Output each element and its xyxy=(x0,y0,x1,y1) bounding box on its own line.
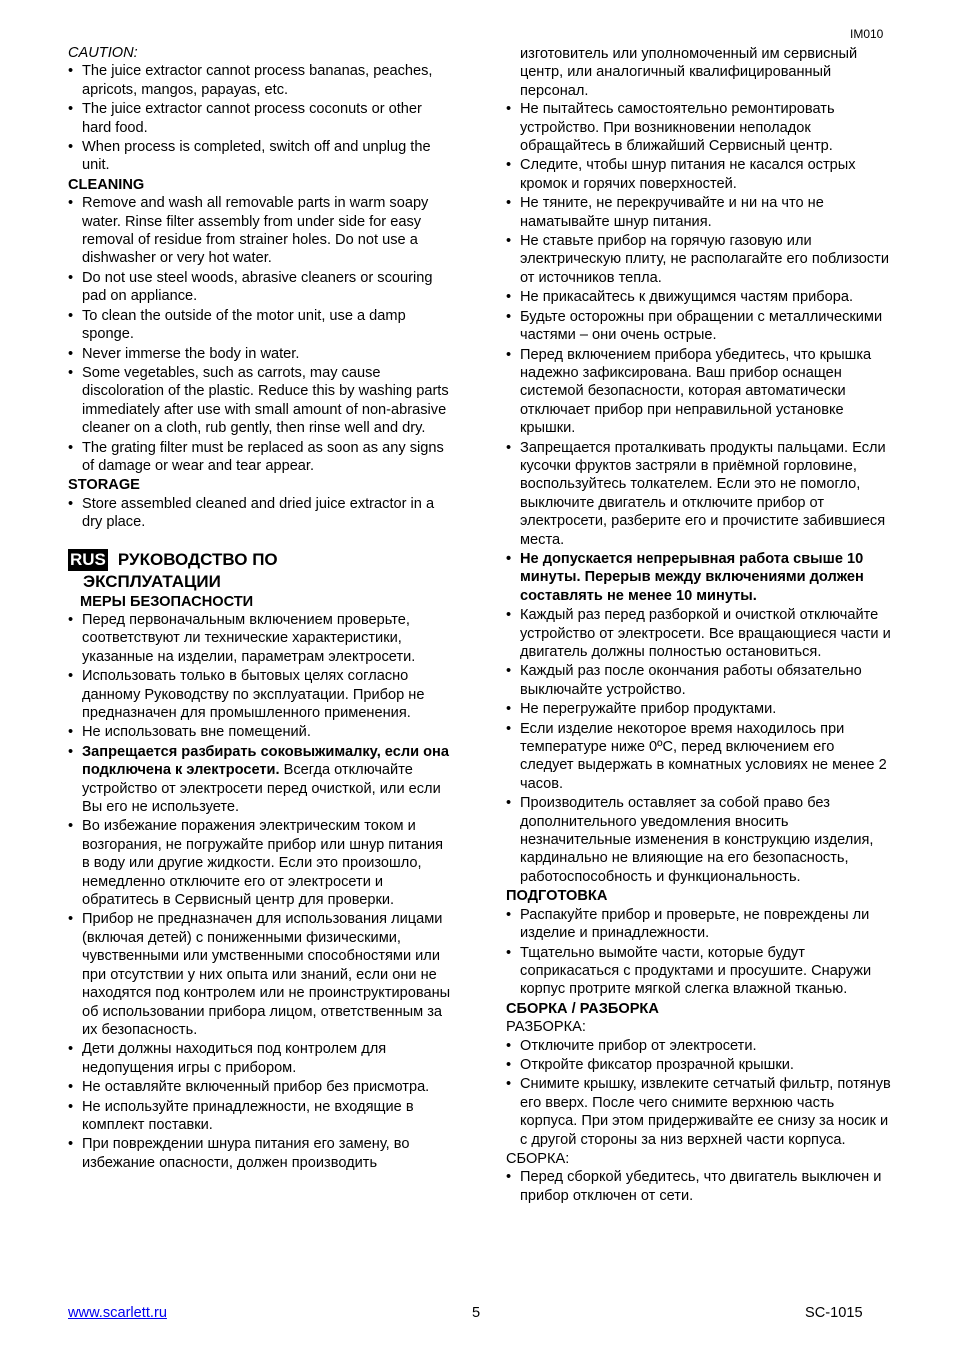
list-item: • Снимите крышку, извлеките сетчатый фильтр, потянув его вверх. После чего снимите верхнюю часть корпуса. При этом придерживайте ее снизу за носик и с другой стороны за низ верхней части корпуса. xyxy=(506,1075,891,1149)
document-code: IM010 xyxy=(850,27,884,41)
preparation-list xyxy=(506,906,891,999)
safety-list xyxy=(68,611,453,1172)
model-number: SC-1015 xyxy=(805,1305,863,1321)
bold-warning: Запрещается разбирать соковыжималку, если она подключена к электросети. xyxy=(82,743,449,779)
list-item: • Remove and wash all removable parts in warm soapy water. Rinse filter assembly from under side for easy removal of residue from strainer holes. Do not use a dishwasher or very hot water. xyxy=(68,194,453,268)
list-item: • Запрещается проталкивать продукты пальцами. Если кусочки фруктов застряли в приёмной горловине, воспользуйтесь толкателем. Если это не помогло, выключите двигатель и отключите прибор от электросети, разберите его и прочистите забившиеся места. xyxy=(506,439,891,549)
caution-title: CAUTION: xyxy=(68,45,138,61)
list-item: • Перед включением прибора убедитесь, что крышка надежно зафиксирована. Ваш прибор оснащен системой безопасности, которая автоматически отключает прибор при неправильной установке крышки. xyxy=(506,346,891,438)
list-item: • Store assembled cleaned and dried juice extractor in a dry place. xyxy=(68,495,453,532)
cleaning-list xyxy=(68,194,453,475)
list-item: • Каждый раз после окончания работы обязательно выключайте устройство. xyxy=(506,662,891,699)
list-item: • Не использовать вне помещений. xyxy=(68,723,453,741)
caution-list xyxy=(68,62,453,174)
left-column xyxy=(68,44,453,1173)
list-item: • Дети должны находиться под контролем для недопущения игры с прибором. xyxy=(68,1040,453,1077)
list-item: • Производитель оставляет за собой право без дополнительного уведомления вносить незначительные изменения в конструкцию изделия, кардинально не влияющие на его безопасность, работоспособность и функциональность. xyxy=(506,794,891,886)
cleaning-title: CLEANING xyxy=(68,176,145,193)
storage-list xyxy=(68,495,453,532)
list-item: • Не ставьте прибор на горячую газовую или электрическую плиту, не располагайте его поблизости от источников тепла. xyxy=(506,232,891,287)
list-item: • Не оставляйте включенный прибор без присмотра. xyxy=(68,1078,453,1096)
list-item: • Some vegetables, such as carrots, may cause discoloration of the plastic. Reduce this by washing parts immediately after use with small amount of non-abrasive cleaner on a cloth, rub gently, then rinse well and dry. xyxy=(68,364,453,438)
list-item: • Не перегружайте прибор продуктами. xyxy=(506,700,891,718)
list-item: • The juice extractor cannot process bananas, peaches, apricots, mangos, papayas, etc. xyxy=(68,62,453,99)
language-badge: RUS xyxy=(70,549,106,569)
list-item: • The juice extractor cannot process coconuts or other hard food. xyxy=(68,100,453,137)
list-item: • Отключите прибор от электросети. xyxy=(506,1037,891,1055)
disassembly-list xyxy=(506,1037,891,1149)
list-item: • Не используйте принадлежности, не входящие в комплект поставки. xyxy=(68,1098,453,1135)
website-link[interactable]: www.scarlett.ru xyxy=(68,1305,167,1321)
warning-rest: Всегда отключайте устройство от электросети перед очисткой, или если Вы его не используете. xyxy=(82,762,441,816)
list-item: • Если изделие некоторое время находилось при температуре ниже 0ºC, перед включением его следует выдержать в комнатных условиях не менее 2 часов. xyxy=(506,720,891,794)
assembly-title: СБОРКА / РАЗБОРКА xyxy=(506,1000,659,1017)
list-item: • Перед первоначальным включением проверьте, соответствуют ли технические характеристики, указанные на изделии, параметрам электросети. xyxy=(68,611,453,666)
disassembly-label: РАЗБОРКА: xyxy=(506,1019,586,1036)
assembly-list xyxy=(506,1168,891,1205)
page-number: 5 xyxy=(472,1305,481,1321)
list-item: • Перед сборкой убедитесь, что двигатель выключен и прибор отключен от сети. xyxy=(506,1168,891,1205)
list-item: • При повреждении шнура питания его замену, во избежание опасности, должен производить xyxy=(68,1135,453,1172)
list-item: • Не тяните, не перекручивайте и ни на что не наматывайте шнур питания. xyxy=(506,194,891,231)
list-item: • Тщательно вымойте части, которые будут соприкасаться с продуктами и просушите. Снаружи корпус протрите мягкой слегка влажной тканью. xyxy=(506,944,891,999)
list-item: • Не допускается непрерывная работа свыше 10 минуты. Перерыв между включениями должен составлять не менее 10 минуты. xyxy=(506,550,891,605)
rus-section-header xyxy=(68,549,453,593)
safety-list-continued xyxy=(506,100,891,886)
assembly-label: СБОРКА: xyxy=(506,1150,570,1167)
list-item: • Будьте осторожны при обращении с металлическими частями – они очень острые. xyxy=(506,308,891,345)
list-item: • Never immerse the body in water. xyxy=(68,345,453,363)
storage-title: STORAGE xyxy=(68,477,140,494)
list-item: • Следите, чтобы шнур питания не касался острых кромок и горячих поверхностей. xyxy=(506,156,891,193)
rus-title-line-1: РУКОВОДСТВО ПО xyxy=(117,549,278,569)
list-item: • The grating filter must be replaced as soon as any signs of damage or wear and tear appear. xyxy=(68,439,453,476)
continued-text: изготовитель или уполномоченный им сервисный центр, или аналогичный квалифицированный персонал. xyxy=(520,46,858,99)
safety-title: МЕРЫ БЕЗОПАСНОСТИ xyxy=(80,593,254,610)
list-item: • When process is completed, switch off and unplug the unit. xyxy=(68,138,453,175)
preparation-title: ПОДГОТОВКА xyxy=(506,888,608,905)
list-item: • Не пытайтесь самостоятельно ремонтировать устройство. При возникновении неполадок обращайтесь в ближайший Сервисный центр. xyxy=(506,100,891,155)
list-item: • Во избежание поражения электрическим током и возгорания, не погружайте прибор или шнур питания в воду или другие жидкости. Если это произошло, немедленно отключите его от электросети и обратитесь в Сервисный центр для проверки. xyxy=(68,817,453,909)
right-column xyxy=(506,45,891,1206)
list-item: • Do not use steel woods, abrasive cleaners or scouring pad on appliance. xyxy=(68,269,453,306)
list-item: • Каждый раз перед разборкой и очисткой отключайте устройство от электросети. Все вращающиеся части и двигатель должны полностью остановиться. xyxy=(506,606,891,661)
list-item: • Использовать только в бытовых целях согласно данному Руководству по эксплуатации. Прибор не предназначен для промышленного применения. xyxy=(68,667,453,722)
list-item: • To clean the outside of the motor unit, use a damp sponge. xyxy=(68,307,453,344)
list-item: • Не прикасайтесь к движущимся частям прибора. xyxy=(506,288,891,306)
list-item: • Прибор не предназначен для использования лицами (включая детей) с пониженными физическими, чувственными или умственными способностями или при отсутствии у них опыта или знаний, если они не находятся под контролем или не проинструктированы об использовании прибора лицом, ответственным за их безопасность. xyxy=(68,910,453,1039)
list-item: • Откройте фиксатор прозрачной крышки. xyxy=(506,1056,891,1074)
rus-title-line-2: ЭКСПЛУАТАЦИИ xyxy=(83,571,221,591)
list-item: • Распакуйте прибор и проверьте, не повреждены ли изделие и принадлежности. xyxy=(506,906,891,943)
list-item xyxy=(68,743,453,817)
